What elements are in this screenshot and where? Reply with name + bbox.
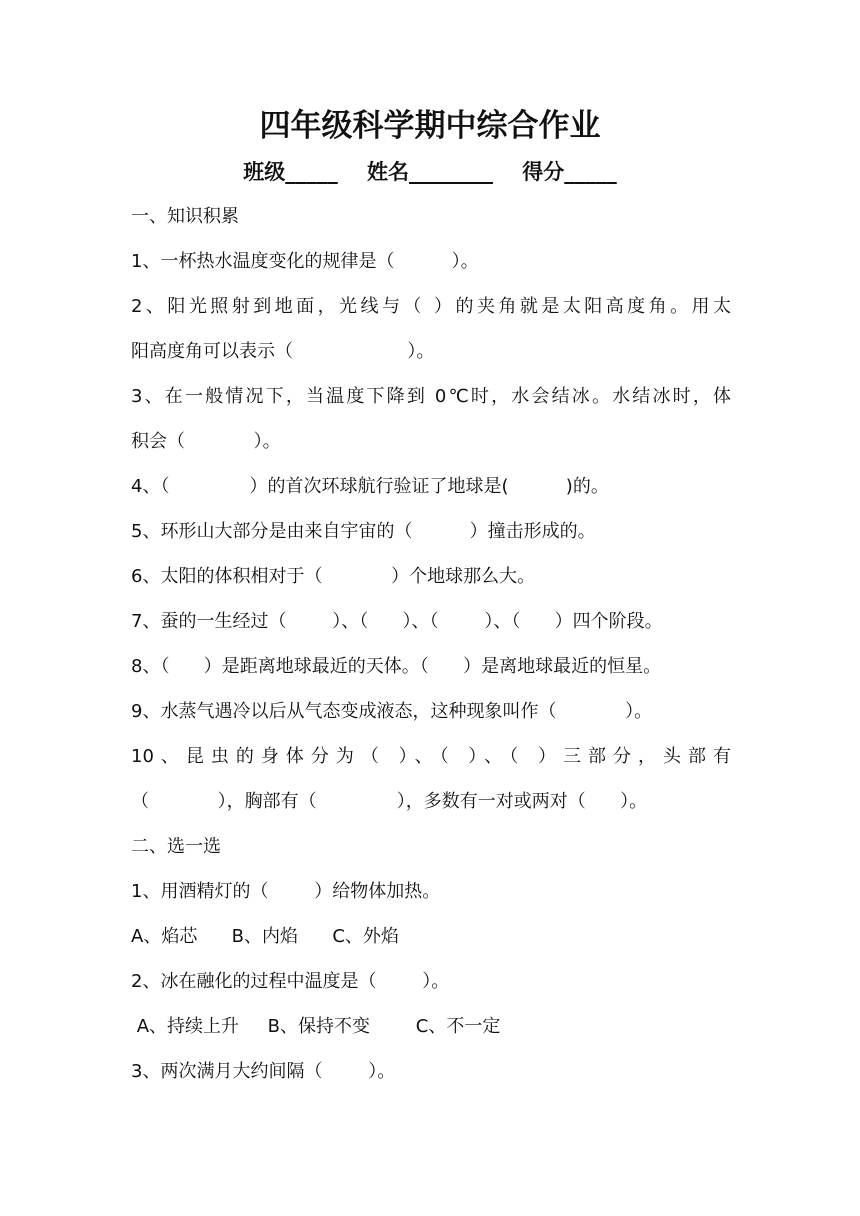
student-info-line: 班级_____ 姓名________ 得分_____ [243, 160, 617, 184]
question-line: 8、（ ）是距离地球最近的天体。（ ）是离地球最近的恒星。 [131, 656, 662, 677]
question-line: 5、环形山大部分是由来自宇宙的（ ）撞击形成的。 [131, 521, 596, 542]
question-line: 10、昆虫的身体分为（ ）、（ ）、（ ）三部分，头部有 [131, 746, 731, 767]
question-line: （ ），胸部有（ ），多数有一对或两对（ ）。 [131, 791, 648, 812]
question-line: 3、两次满月大约间隔（ ）。 [131, 1061, 396, 1082]
question-line: 1、一杯热水温度变化的规律是（ ）。 [131, 251, 479, 272]
question-line: 3、在一般情况下，当温度下降到 0℃时，水会结冰。水结冰时，体 [131, 386, 731, 407]
section-heading-knowledge: 一、知识积累 [131, 206, 239, 227]
question-line: 9、水蒸气遇冷以后从气态变成液态，这种现象叫作（ ）。 [131, 701, 653, 722]
document-title: 四年级科学期中综合作业 [259, 108, 601, 144]
question-line: 2、阳光照射到地面，光线与（ ）的夹角就是太阳高度角。用太 [131, 296, 731, 317]
question-line: 积会（ ）。 [131, 431, 281, 452]
question-line: 7、蚕的一生经过（ ）、（ ）、（ ）、（ ）四个阶段。 [131, 611, 663, 632]
question-line: 6、太阳的体积相对于（ ）个地球那么大。 [131, 566, 536, 587]
question-line: 阳高度角可以表示（ ）。 [131, 341, 435, 362]
option-line: A、焰芯 B、内焰 C、外焰 [131, 926, 399, 947]
section-heading-choice: 二、选一选 [131, 836, 221, 857]
question-line: 2、冰在融化的过程中温度是（ ）。 [131, 971, 450, 992]
question-line: 1、用酒精灯的（ ）给物体加热。 [131, 881, 441, 902]
option-line: A、持续上升 B、保持不变 C、不一定 [131, 1016, 501, 1037]
question-line: 4、（ ）的首次环球航行验证了地球是( )的。 [131, 476, 609, 497]
